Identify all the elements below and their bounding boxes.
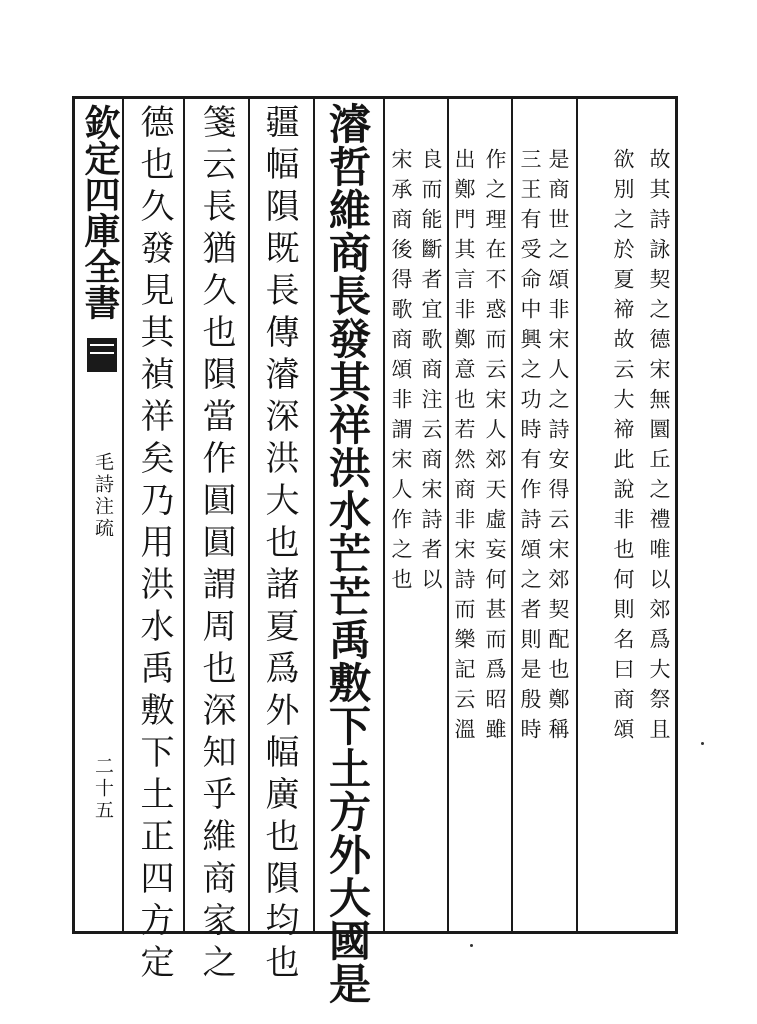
- column-rule: [383, 96, 385, 934]
- commentary-column: 德也久發見其禎祥矣乃用洪水禹敷下土正四方定: [134, 104, 174, 986]
- book-collection-title: 欽定四庫全書: [79, 104, 121, 320]
- commentary-column: 宋承商後得歌商頌非謂宋人作之也: [389, 148, 413, 598]
- column-rule: [183, 96, 185, 934]
- commentary-column: 疆幅隕既長傳濬深洪大也諸夏爲外幅廣也隕均也: [259, 104, 299, 986]
- scan-speck: [701, 742, 704, 745]
- commentary-column: 箋云長猶久也隕當作圓圓謂周也深知乎維商家之: [196, 104, 236, 986]
- margin-rule-right: [122, 96, 124, 934]
- commentary-column: 是商世之頌非宋人之詩安得云宋郊契配也鄭稱: [546, 148, 570, 748]
- commentary-column: 作之理在不惑而云宋人郊天虛妄何甚而爲昭雖: [483, 148, 507, 748]
- commentary-column: 出鄭門其言非鄭意也若然商非宋詩而樂記云溫: [452, 148, 476, 748]
- book-title: 毛詩注疏: [92, 452, 114, 540]
- fish-tail-mark: [87, 338, 117, 372]
- column-rule: [576, 96, 578, 934]
- column-rule: [511, 96, 513, 934]
- commentary-column: 良而能斷者宜歌商注云商宋詩者以: [419, 148, 443, 598]
- scan-speck: [470, 944, 473, 947]
- page-number: 二十五: [92, 756, 114, 822]
- column-rule: [248, 96, 250, 934]
- main-text-column: 濬哲維商長發其祥洪水芒芒禹敷下土方外大國是: [323, 102, 372, 1005]
- commentary-column: 故其詩詠契之德宋無圜丘之禮唯以郊爲大祭且: [647, 148, 671, 748]
- commentary-column: 欲別之於夏禘故云大禘此說非也何則名曰商頌: [611, 148, 635, 748]
- column-rule: [313, 96, 315, 934]
- commentary-column: 三王有受命中興之功時有作詩頌之者則是殷時: [518, 148, 542, 748]
- column-rule: [447, 96, 449, 934]
